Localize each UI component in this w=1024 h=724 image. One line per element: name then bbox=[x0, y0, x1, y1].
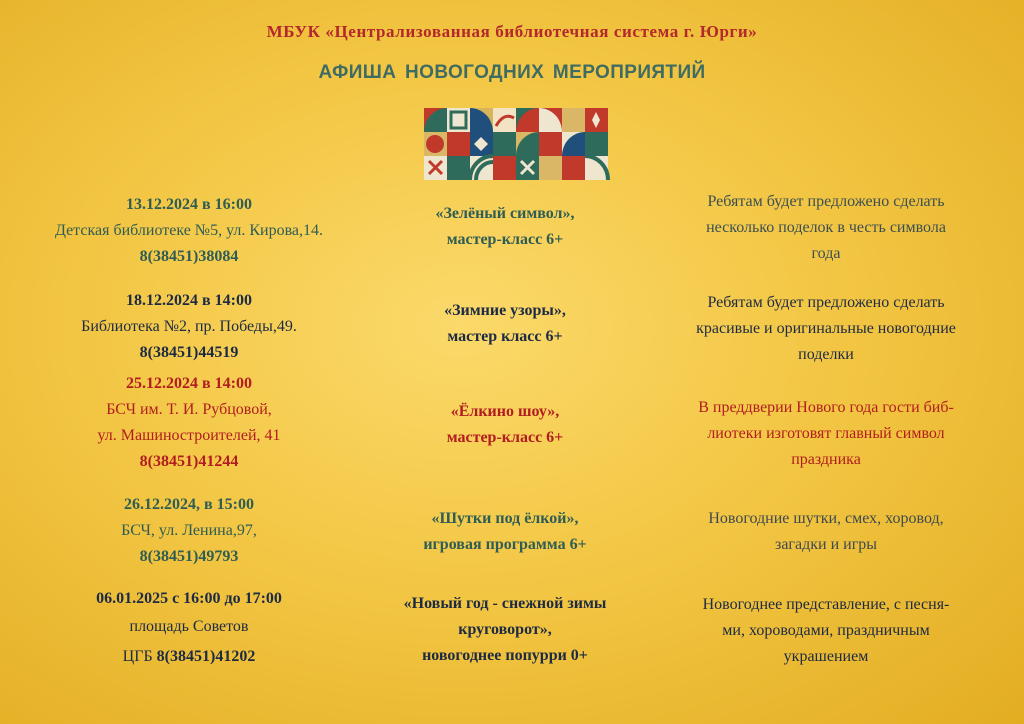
2025-mosaic-logo-icon bbox=[424, 108, 610, 180]
event-description: Новогодние шутки, смех, хоровод, bbox=[708, 510, 944, 527]
event-phone: 8(38451)41202 bbox=[156, 648, 256, 665]
event-description: ми, хороводами, праздничным bbox=[722, 622, 930, 639]
event-venue: Библиотека №2, пр. Победы,49. bbox=[81, 318, 297, 335]
event-datetime: 26.12.2024, в 15:00 bbox=[124, 496, 254, 513]
event-phone: 8(38451)44519 bbox=[139, 344, 239, 361]
event-description: Новогоднее представление, с песня- bbox=[702, 596, 950, 613]
event-description: украшением bbox=[783, 648, 869, 665]
event-description: Ребятам будет предложено сделать bbox=[707, 294, 945, 311]
event-title: новогоднее попурри 0+ bbox=[422, 647, 588, 664]
event-title: мастер класс 6+ bbox=[447, 328, 563, 345]
event-title: «Новый год - снежной зимы bbox=[403, 595, 607, 612]
event-title: «Шутки под ёлкой», bbox=[431, 510, 579, 527]
event-description: В преддверии Нового года гости биб- bbox=[698, 399, 954, 416]
event-phone: 8(38451)38084 bbox=[139, 248, 239, 265]
event-phone: 8(38451)49793 bbox=[139, 548, 239, 565]
event-title: круговорот», bbox=[458, 621, 552, 638]
event-description: праздника bbox=[791, 451, 861, 468]
event-datetime: 25.12.2024 в 14:00 bbox=[126, 375, 252, 392]
event-description: года bbox=[811, 245, 841, 262]
page-title: АФИША НОВОГОДНИХ МЕРОПРИЯТИЙ bbox=[318, 62, 706, 83]
event-venue: БСЧ, ул. Ленина,97, bbox=[121, 522, 257, 539]
event-phone-prefix: ЦГБ bbox=[122, 648, 153, 665]
event-description: красивые и оригинальные новогодние bbox=[696, 320, 956, 337]
event-title: «Ёлкино шоу», bbox=[450, 403, 560, 420]
event-description: загадки и игры bbox=[775, 536, 877, 553]
event-title: «Зимние узоры», bbox=[444, 302, 566, 319]
event-datetime: 06.01.2025 с 16:00 до 17:00 bbox=[96, 590, 282, 607]
organization-name: МБУК «Централизованная библиотечная система г. Юрги» bbox=[266, 22, 758, 41]
event-datetime: 18.12.2024 в 14:00 bbox=[126, 292, 252, 309]
event-venue: площадь Советов bbox=[129, 618, 249, 635]
event-venue: БСЧ им. Т. И. Рубцовой, bbox=[106, 401, 272, 418]
event-venue: ул. Машиностроителей, 41 bbox=[97, 427, 281, 444]
event-description: лиотеки изготовят главный символ bbox=[707, 425, 945, 442]
event-title: игровая программа 6+ bbox=[423, 536, 587, 553]
event-description: Ребятам будет предложено сделать bbox=[707, 193, 945, 210]
event-title: мастер-класс 6+ bbox=[446, 429, 564, 446]
event-venue: Детская библиотеке №5, ул. Кирова,14. bbox=[54, 222, 324, 239]
event-title: «Зелёный символ», bbox=[435, 205, 575, 222]
event-phone: 8(38451)41244 bbox=[139, 453, 239, 470]
event-phone-line bbox=[10, 644, 368, 670]
event-datetime: 13.12.2024 в 16:00 bbox=[126, 196, 252, 213]
event-description: несколько поделок в честь символа bbox=[706, 219, 946, 236]
event-title: мастер-класс 6+ bbox=[446, 231, 564, 248]
event-description: поделки bbox=[798, 346, 854, 363]
